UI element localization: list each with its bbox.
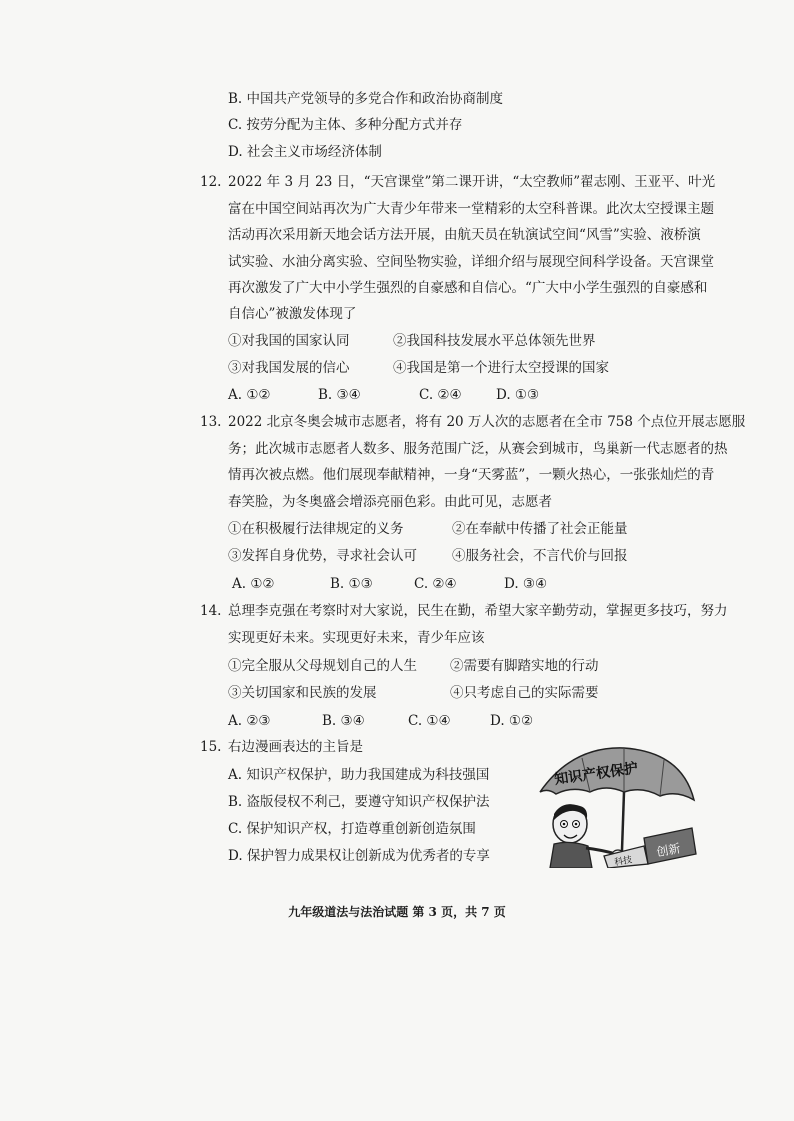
question-14-number: 14. [200, 603, 222, 619]
book-label-tech: 科技 [613, 855, 634, 868]
question-12-choice-c: C. ②④ [419, 387, 462, 403]
ip-protection-cartoon [532, 742, 698, 868]
question-13-choice-b: B. ①③ [330, 576, 373, 592]
question-14-item-4: ④只考虑自己的实际需要 [450, 685, 599, 701]
question-13-line-1: 2022 北京冬奥会城市志愿者，将有 20 万人次的志愿者在全市 758 个点位开展志愿服 [228, 414, 746, 430]
question-14-item-2: ②需要有脚踏实地的行动 [450, 658, 599, 674]
question-13-number: 13. [200, 414, 222, 430]
question-15-stem: 右边漫画表达的主旨是 [228, 739, 363, 755]
question-14-choice-c: C. ①④ [408, 713, 451, 729]
question-15-choice-b: B. 盗版侵权不利己，要遵守知识产权保护法 [228, 794, 490, 810]
question-13-choice-a: A. ①② [232, 576, 275, 592]
option-d: D. 社会主义市场经济体制 [228, 144, 382, 160]
question-13-line-4: 春笑脸，为冬奥盛会增添亮丽色彩。由此可见，志愿者 [228, 494, 552, 510]
question-13-choice-c: C. ②④ [414, 576, 457, 592]
question-13-item-4: ④服务社会，不言代价与回报 [452, 548, 628, 564]
option-c: C. 按劳分配为主体、多种分配方式并存 [228, 117, 463, 133]
question-12-line-3: 活动再次采用新天地会话方法开展，由航天员在轨演试空间“风雪”实验、液桥演 [228, 227, 701, 243]
book-label-innovate: 创新 [655, 841, 682, 860]
question-12-line-6: 自信心”被激发体现了 [228, 306, 357, 322]
question-14-item-3: ③关切国家和民族的发展 [228, 685, 377, 701]
question-12-item-1: ①对我国的国家认同 [228, 333, 350, 349]
question-14-choice-b: B. ③④ [322, 713, 365, 729]
question-12-item-4: ④我国是第一个进行太空授课的国家 [393, 360, 609, 376]
question-14-choice-a: A. ②③ [228, 713, 271, 729]
question-13-item-1: ①在积极履行法律规定的义务 [228, 521, 404, 537]
question-12-line-5: 再次激发了广大中小学生强烈的自豪感和自信心。“广大中小学生强烈的自豪感和 [228, 280, 708, 296]
question-12-number: 12. [200, 174, 222, 190]
question-12-choice-b: B. ③④ [318, 387, 361, 403]
question-12-line-4: 试实验、水油分离实验、空间坠物实验，详细介绍与展现空间科学设备。天宫课堂 [228, 254, 714, 270]
question-12-choice-d: D. ①③ [496, 387, 540, 403]
question-13-item-2: ②在奉献中传播了社会正能量 [452, 521, 628, 537]
question-15-choice-a: A. 知识产权保护，助力我国建成为科技强国 [228, 767, 490, 783]
question-13-choice-d: D. ③④ [504, 576, 548, 592]
page-footer: 九年级道法与法治试题 第 3 页，共 7 页 [288, 905, 506, 919]
option-b: B. 中国共产党领导的多党合作和政治协商制度 [228, 91, 504, 107]
question-14-choice-d: D. ①② [490, 713, 534, 729]
question-15-choice-d: D. 保护智力成果权让创新成为优秀者的专享 [228, 848, 490, 864]
question-14-line-2: 实现更好未来。实现更好未来，青少年应该 [228, 630, 485, 646]
question-13-item-3: ③发挥自身优势，寻求社会认可 [228, 548, 417, 564]
question-13-line-2: 务；此次城市志愿者人数多、服务范围广泛，从赛会到城市，鸟巢新一代志愿者的热 [228, 441, 728, 457]
umbrella-label: 知识产权保护 [553, 760, 639, 788]
question-12-line-2: 富在中国空间站再次为广大青少年带来一堂精彩的太空科普课。此次太空授课主题 [228, 201, 714, 217]
question-13-line-3: 情再次被点燃。他们展现奉献精神，一身“天雾蓝”，一颗火热心，一张张灿烂的青 [228, 467, 715, 483]
question-12-choice-a: A. ①② [228, 387, 271, 403]
question-15-choice-c: C. 保护知识产权，打造尊重创新创造氛围 [228, 821, 476, 837]
question-12-item-2: ②我国科技发展水平总体领先世界 [393, 333, 596, 349]
question-15-number: 15. [200, 739, 222, 755]
question-14-line-1: 总理李克强在考察时对大家说，民生在勤，希望大家辛勤劳动，掌握更多技巧，努力 [228, 603, 728, 619]
question-12-item-3: ③对我国发展的信心 [228, 360, 350, 376]
question-12-line-1: 2022 年 3 月 23 日，“天宫课堂”第二课开讲，“太空教师”翟志刚、王亚平、叶光 [228, 174, 716, 190]
question-14-item-1: ①完全服从父母规划自己的人生 [228, 658, 417, 674]
